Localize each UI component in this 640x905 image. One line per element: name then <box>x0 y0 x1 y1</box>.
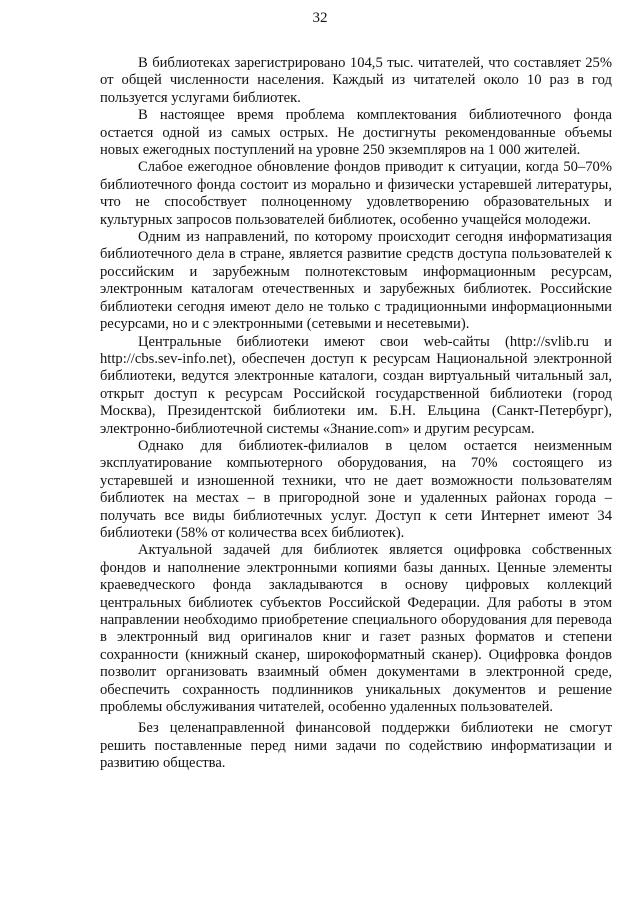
page-number: 32 <box>312 10 328 26</box>
paragraph-financial-support: Без целенаправленной финансовой поддержки библиотеки не смогут решить поставленные перед ними задачи по содействию информатизации и развитию общества. <box>100 720 612 772</box>
paragraph-acquisition: В настоящее время проблема комплектования библиотечного фонда остается одной из самых острых. Не достигнуты рекомендованные объемы новых ежегодных поступлений на уровне 250 экземпляров на 1 000 жителей. <box>100 107 612 159</box>
paragraph-fund-renewal: Слабое ежегодное обновление фондов приводит к ситуации, когда 50–70% библиотечного фонда состоит из морально и физически устаревшей литературы, что не способствует полноценному удовлетворению образовательных и культурных запросов пользователей библиотек, особенно учащейся молодежи. <box>100 159 612 228</box>
paragraph-central-libraries: Центральные библиотеки имеют свои web-сайты (http://svlib.ru и http://cbs.sev-info.net), обеспечен доступ к ресурсам Национальной электронной библиотеки, ведутся электронные каталоги, создан виртуальный читальный зал, открыт доступ к ресурсам Российской государственной библиотеки (город Москва), Президентской библиотеки им. Б.Н. Ельцина (Санкт-Петербург), электронно-библиотечной системы «Знание.com» и другим ресурсам. <box>100 333 612 437</box>
paragraph-informatization: Одним из направлений, по которому происходит сегодня информатизация библиотечного дела в стране, является развитие средств доступа пользователей к российским и зарубежным полнотекстовым информационным ресурсам, электронным каталогам отечественных и зарубежных библиотек. Российские библиотеки сегодня имеют дело не только с традиционными информационными ресурсами, но и с электронными (сетевыми и несетевыми). <box>100 229 612 333</box>
paragraph-readers: В библиотеках зарегистрировано 104,5 тыс. читателей, что составляет 25% от общей численности населения. Каждый из читателей около 10 раз в год пользуется услугами библиотек. <box>100 55 612 106</box>
paragraph-digitization: Актуальной задачей для библиотек является оцифровка собственных фондов и наполнение электронными копиями базы данных. Ценные элементы краеведческого фонда закладываются в основу цифровых коллекций центральных библиотек субъектов Российской Федерации. Для работы в этом направлении необходимо приобретение специального оборудования для перевода в электронный вид оригиналов книг и газет разных форматов и степени сохранности (книжный сканер, широкоформатный сканер). Оцифровка фондов позволит организовать взаимный обмен документами в электронной среде, обеспечить сохранность подлинников уникальных документов и решение проблемы обслуживания читателей, особенно удаленных пользователей. <box>100 542 612 716</box>
body-text <box>100 55 612 773</box>
paragraph-branch-libraries: Однако для библиотек-филиалов в целом остается неизменным эксплуатирование компьютерного оборудования, на 70% состоящего из устаревшей и изношенной техники, что не дает возможности пользователям библиотек на местах – в пригородной зоне и удаленных районах города – получать все виды библиотечных услуг. Доступ к сети Интернет имеют 34 библиотеки (58% от количества всех библиотек). <box>100 437 612 541</box>
